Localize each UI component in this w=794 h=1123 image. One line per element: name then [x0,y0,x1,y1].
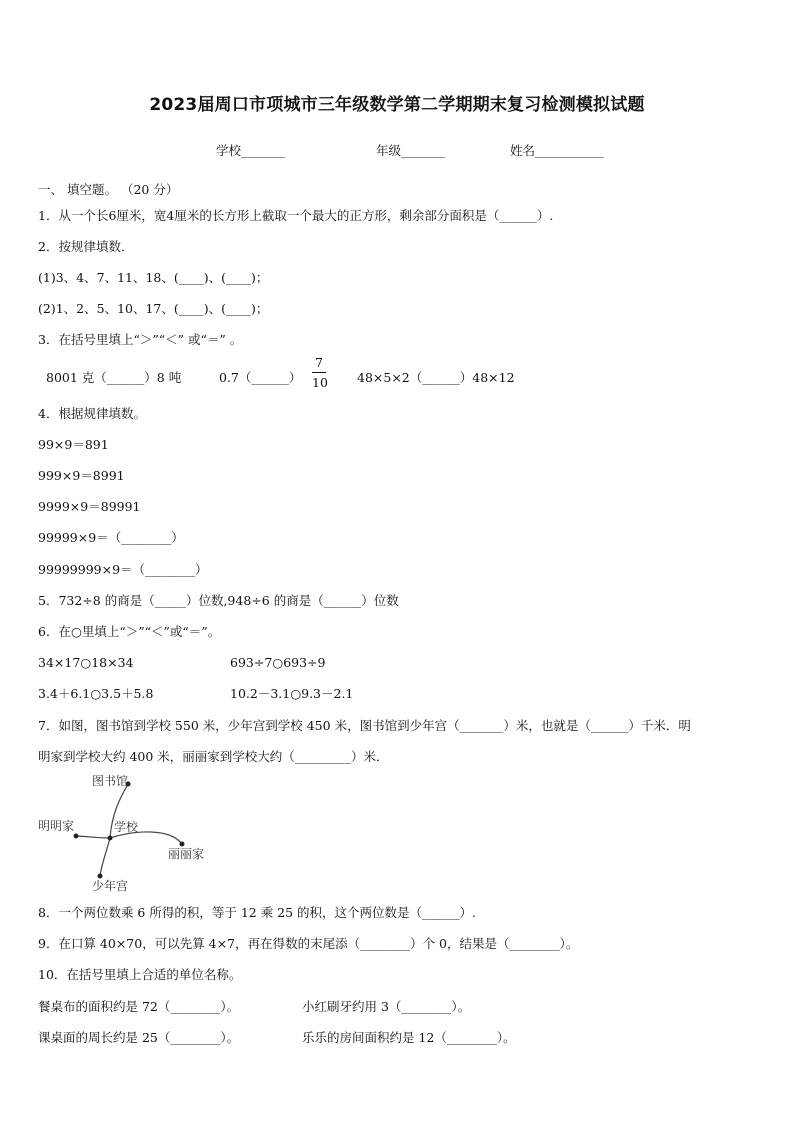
question-10-c: 课桌面的周长约是 25（________）。 [38,1030,240,1045]
question-4: 4．根据规律填数。 [38,406,146,421]
path-to-youth-palace [100,838,110,876]
label-library: 图书馆 [92,774,129,788]
question-6-b: 693÷7○693÷9 [230,655,326,670]
label-youth-palace: 少年宫 [92,879,129,893]
name-field[interactable]: 姓名___________ [510,143,604,158]
fraction-bar [312,372,326,373]
fraction-numerator: 7 [315,355,323,370]
question-3-c: 48×5×2（______）48×12 [357,370,515,385]
question-10: 10．在括号里填上合适的单位名称。 [38,967,242,982]
question-1: 1．从一个长6厘米，宽4厘米的长方形上截取一个最大的正方形，剩余部分面积是（______）. [38,208,554,223]
fraction-7-10 [312,355,326,390]
question-2: 2．按规律填数． [38,239,134,254]
question-6-d: 10.2－3.1○9.3－2.1 [230,686,354,701]
lili-dot [180,842,185,847]
question-8: 8．一个两位数乘 6 所得的积，等于 12 乘 25 的积，这个两位数是（______）. [38,905,477,920]
question-3: 3．在括号里填上“＞”“＜” 或“＝” 。 [38,332,243,347]
path-to-mingming [76,836,110,838]
youth-palace-dot [98,874,103,879]
question-4-line-5: 99999999×9＝（________） [38,562,208,577]
question-2-part-2: (2)1、2、5、10、17、(____)、(____)； [38,301,269,316]
question-10-a: 餐桌布的面积约是 72（________）。 [38,999,240,1014]
label-lili: 丽丽家 [168,847,205,861]
fraction-denominator: 10 [312,375,328,390]
mingming-dot [74,834,79,839]
question-10-d: 乐乐的房间面积约是 12（________）。 [302,1030,516,1045]
question-6-a: 34×17○18×34 [38,655,134,670]
question-6-c: 3.4＋6.1○3.5＋5.8 [38,686,154,701]
question-3-a: 8001 克（______）8 吨 [46,370,182,385]
question-2-part-1: (1)3、4、7、11、18、(____)、(____)； [38,270,269,285]
question-10-b: 小红刷牙约用 3（________）。 [302,999,471,1014]
grade-field[interactable]: 年级_______ [376,143,445,158]
label-school: 学校 [114,820,139,834]
question-4-line-1: 99×9＝891 [38,437,109,452]
page-title: 2023届周口市项城市三年级数学第二学期期末复习检测模拟试题 [149,95,645,115]
question-4-line-2: 999×9＝8991 [38,468,125,483]
school-field[interactable]: 学校_______ [216,143,285,158]
question-3-b: 0.7（______） [219,370,302,385]
question-7-line-1: 7．如图，图书馆到学校 550 米，少年宫到学校 450 米，图书馆到少年宫（_______）米，也就是（______）千米．明 [38,718,691,733]
question-4-line-3: 9999×9＝89991 [38,499,141,514]
question-6: 6．在○里填上“＞”“＜”或“＝”。 [38,624,221,639]
school-dot [108,836,113,841]
question-4-line-4: 99999×9＝（________） [38,530,184,545]
question-5: 5．732÷8 的商是（_____）位数,948÷6 的商是（______）位数 [38,593,399,608]
section-heading: 一、 填空题。 （20 分） [38,182,179,197]
question-9: 9．在口算 40×70，可以先算 4×7，再在得数的末尾添（________）个 0，结果是（________）。 [38,936,579,951]
school-map-diagram [30,768,230,898]
label-mingming: 明明家 [38,819,75,833]
question-7-line-2: 明家到学校大约 400 米，丽丽家到学校大约（_________）米． [38,749,389,764]
